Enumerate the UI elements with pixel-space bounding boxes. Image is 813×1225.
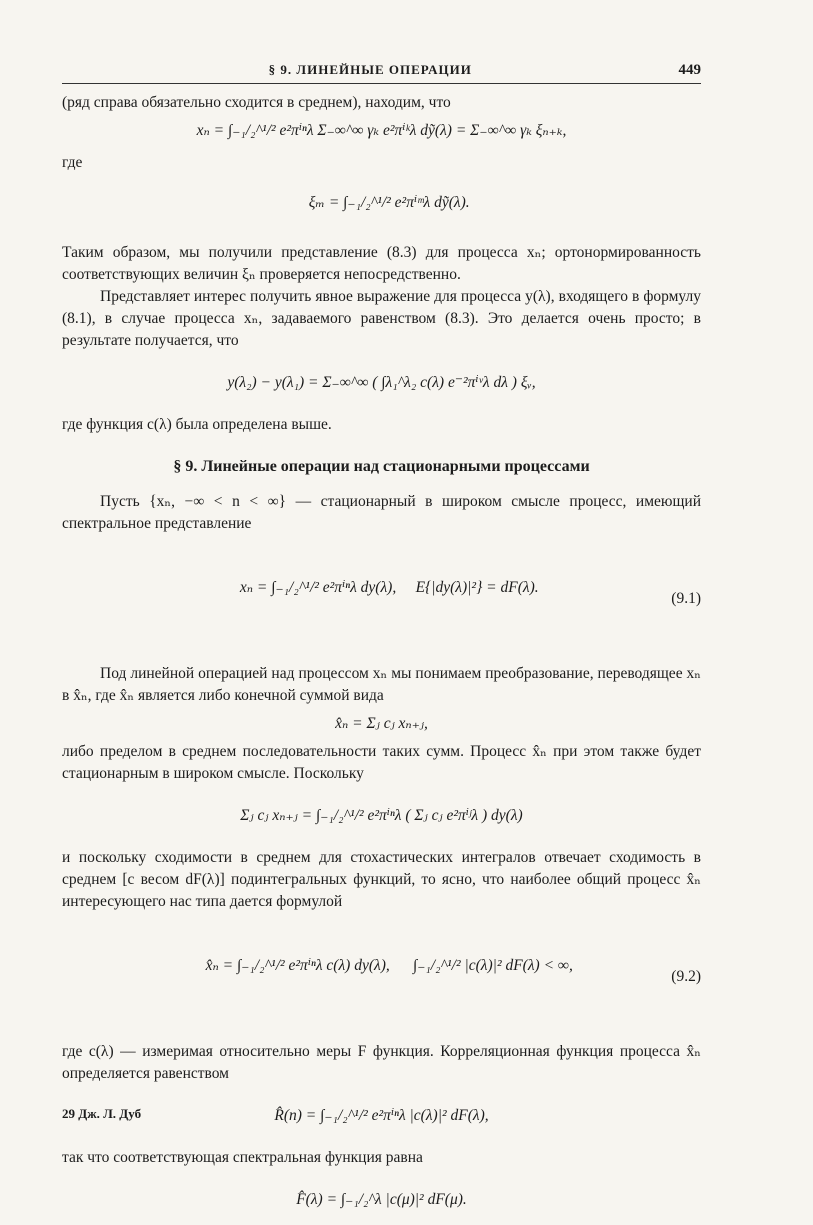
formula-xn-series xyxy=(62,120,701,142)
where-label: где xyxy=(62,154,83,172)
formula-spectral-text: F̂(λ) = ∫₋₁/₂^λ |c(μ)|² dF(μ). xyxy=(296,1191,467,1209)
formula-sum-integral-text: Σⱼ cⱼ xₙ₊ⱼ = ∫₋₁/₂^¹/² e²πⁱⁿλ ( Σⱼ cⱼ e²πⁱʲλ ) dy(λ) xyxy=(240,807,523,825)
equation-number-9-1: (9.1) xyxy=(671,590,701,608)
paragraph-5: Пусть {xₙ, −∞ < n < ∞} — стационарный в широком смысле процесс, имеющий спектральное представление xyxy=(62,493,701,533)
formula-spectral xyxy=(62,1175,701,1225)
formula-xi-m xyxy=(62,148,701,236)
running-head-title: § 9. ЛИНЕЙНЫЕ ОПЕРАЦИИ xyxy=(268,62,472,77)
signature-mark: 29 Дж. Л. Дуб xyxy=(62,1106,142,1121)
paragraph-3: Представляет интерес получить явное выражение для процесса y(λ), входящего в формулу (8.1), в случае процесса xₙ, задаваемого равенством (8.3). Это делается очень просто; в результате получается, что xyxy=(62,288,701,350)
formula-9-1-text: xₙ = ∫₋₁/₂^¹/² e²πⁱⁿλ dy(λ), E{|dy(λ)|²} = dF(λ). xyxy=(239,579,539,597)
paragraph-9: где c(λ) — измеримая относительно меры F функция. Корреляционная функция процесса x̂ₙ определяется равенством xyxy=(62,1043,701,1083)
formula-y-increment xyxy=(62,358,701,408)
running-head xyxy=(62,60,701,84)
paragraph-1: (ряд справа обязательно сходится в среднем), находим, что xyxy=(62,94,451,112)
equation-number-9-2: (9.2) xyxy=(671,968,701,986)
formula-correlation xyxy=(62,1091,701,1141)
formula-correlation-text: R̂(n) = ∫₋₁/₂^¹/² e²πⁱⁿλ |c(λ)|² dF(λ), xyxy=(274,1107,489,1125)
paragraph-7: либо пределом в среднем последовательности таких сумм. Процесс x̂ₙ при этом также будет стационарным в широком смысле. Поскольку xyxy=(62,743,701,783)
paragraph-4: где функция c(λ) была определена выше. xyxy=(62,416,332,434)
formula-sum-integral xyxy=(62,791,701,841)
paragraph-8: и поскольку сходимости в среднем для стохастических интегралов отвечает сходимость в среднем [с весом dF(λ)] подинтегральных функций, то ясно, что наиболее общий процесс x̂ₙ интересующего нас типа дается формулой xyxy=(62,849,701,911)
formula-finite-sum xyxy=(62,713,701,735)
paragraph-6: Под линейной операцией над процессом xₙ мы понимаем преобразование, переводящее xₙ в x̂ₙ, где x̂ₙ является либо конечной суммой вида xyxy=(62,665,701,705)
formula-9-1 xyxy=(62,541,701,657)
section-title: § 9. Линейные операции над стационарными процессами xyxy=(173,458,590,476)
formula-xi-m-text: ξₘ = ∫₋₁/₂^¹/² e²πⁱᵐλ dỹ(λ). xyxy=(308,194,470,212)
formula-y-increment-text: y(λ₂) − y(λ₁) = Σ₋∞^∞ ( ∫λ₁^λ₂ c(λ) e⁻²πⁱᵛλ dλ ) ξᵥ, xyxy=(227,374,536,392)
formula-xn-series-text: xₙ = ∫₋₁/₂^¹/² e²πⁱⁿλ Σ₋∞^∞ γₖ e²πⁱᵏλ dỹ(λ) = Σ₋∞^∞ γₖ ξₙ₊ₖ, xyxy=(196,122,567,140)
formula-finite-sum-text: x̂ₙ = Σⱼ cⱼ xₙ₊ⱼ, xyxy=(335,715,428,733)
paragraph-2: Таким образом, мы получили представление (8.3) для процесса xₙ; ортонормированность соответствующих величин ξₙ проверяется непосредственно. xyxy=(62,244,701,284)
formula-9-2-text: x̂ₙ = ∫₋₁/₂^¹/² e²πⁱⁿλ c(λ) dy(λ), ∫₋₁/₂^¹/² |c(λ)|² dF(λ) < ∞, xyxy=(205,957,573,975)
paragraph-10: так что соответствующая спектральная функция равна xyxy=(62,1149,423,1167)
formula-9-2 xyxy=(62,919,701,1035)
page-number: 449 xyxy=(678,62,701,78)
